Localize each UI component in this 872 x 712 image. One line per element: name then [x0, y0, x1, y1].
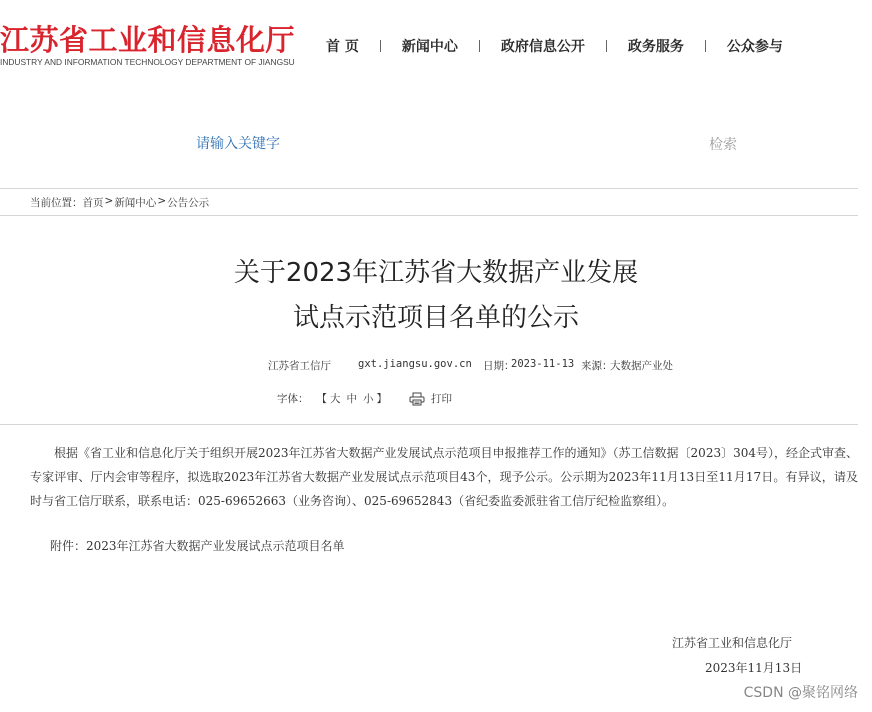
- nav-divider: [606, 40, 607, 52]
- nav-gov-info-disclosure[interactable]: 政府信息公开: [500, 39, 585, 55]
- breadcrumb: [30, 195, 209, 210]
- divider: [0, 215, 858, 216]
- article-origin: 大数据产业处: [610, 360, 673, 372]
- nav-gov-services[interactable]: 政务服务: [627, 39, 684, 55]
- breadcrumb-announcements[interactable]: 公告公示: [167, 197, 210, 209]
- font-size-bracket: 【: [316, 393, 327, 405]
- site-logo-title[interactable]: 江苏省工业和信息化厅: [0, 23, 296, 57]
- font-size-label: 字体：: [277, 393, 309, 405]
- font-size-small[interactable]: 小: [363, 393, 374, 405]
- divider: [0, 424, 858, 425]
- attachment-link[interactable]: 附件：2023年江苏省大数据产业发展试点示范项目名单: [50, 539, 345, 553]
- article-source: 江苏省工信厅: [268, 360, 331, 372]
- nav-home[interactable]: 首 页: [326, 39, 359, 55]
- breadcrumb-label: 当前位置：: [30, 197, 83, 209]
- watermark: CSDN @聚铭网络: [743, 685, 858, 701]
- nav-news-center[interactable]: 新闻中心: [401, 39, 458, 55]
- search-input[interactable]: [196, 133, 496, 155]
- breadcrumb-separator: >: [157, 195, 167, 207]
- nav-divider: [705, 40, 706, 52]
- print-label: 打印: [431, 393, 452, 405]
- print-button[interactable]: [409, 391, 452, 406]
- search-button[interactable]: 检索: [709, 137, 737, 153]
- date-label: 日期：: [483, 360, 515, 372]
- nav-divider: [479, 40, 480, 52]
- article-title-line1: 关于2023年江苏省大数据产业发展: [233, 258, 639, 288]
- font-size-medium[interactable]: 中: [346, 393, 357, 405]
- signature-org: 江苏省工业和信息化厅: [672, 636, 793, 650]
- breadcrumb-separator: >: [104, 195, 114, 207]
- font-size-controls: [277, 391, 452, 406]
- nav-public-participation[interactable]: 公众参与: [726, 39, 783, 55]
- article-date: 2023-11-13: [511, 358, 575, 370]
- origin-label: 来源：: [581, 360, 613, 372]
- article-website: gxt.jiangsu.gov.cn: [358, 358, 472, 370]
- font-size-bracket: 】: [376, 393, 387, 405]
- article-body: 根据《省工业和信息化厅关于组织开展2023年江苏省大数据产业发展试点示范项目申报推荐工作的通知》（苏工信数据〔2023〕304号），经企式审查、专家评审、厅内会审等程序，拟选取2023年江苏省大数据产业发展试点示范项目43个，现予公示。公示期为2023年11月13日至11月17日。有异议，请及时与省工信厅联系，联系电话：025-69652663（业务咨询）、025-69652843（省纪委监委派驻省工信厅纪检监察组）。: [30, 446, 858, 508]
- printer-icon: [409, 392, 425, 406]
- nav-divider: [380, 40, 381, 52]
- font-size-large[interactable]: 大: [330, 393, 341, 405]
- site-logo-subtitle: INDUSTRY AND INFORMATION TECHNOLOGY DEPARTMENT OF JIANGSU: [0, 57, 295, 67]
- breadcrumb-news-center[interactable]: 新闻中心: [114, 197, 157, 209]
- article-title-line2: 试点示范项目名单的公示: [292, 303, 579, 333]
- main-nav: [326, 36, 783, 56]
- signature-date: 2023年11月13日: [705, 661, 803, 675]
- divider: [0, 188, 858, 189]
- breadcrumb-home[interactable]: 首页: [82, 197, 104, 209]
